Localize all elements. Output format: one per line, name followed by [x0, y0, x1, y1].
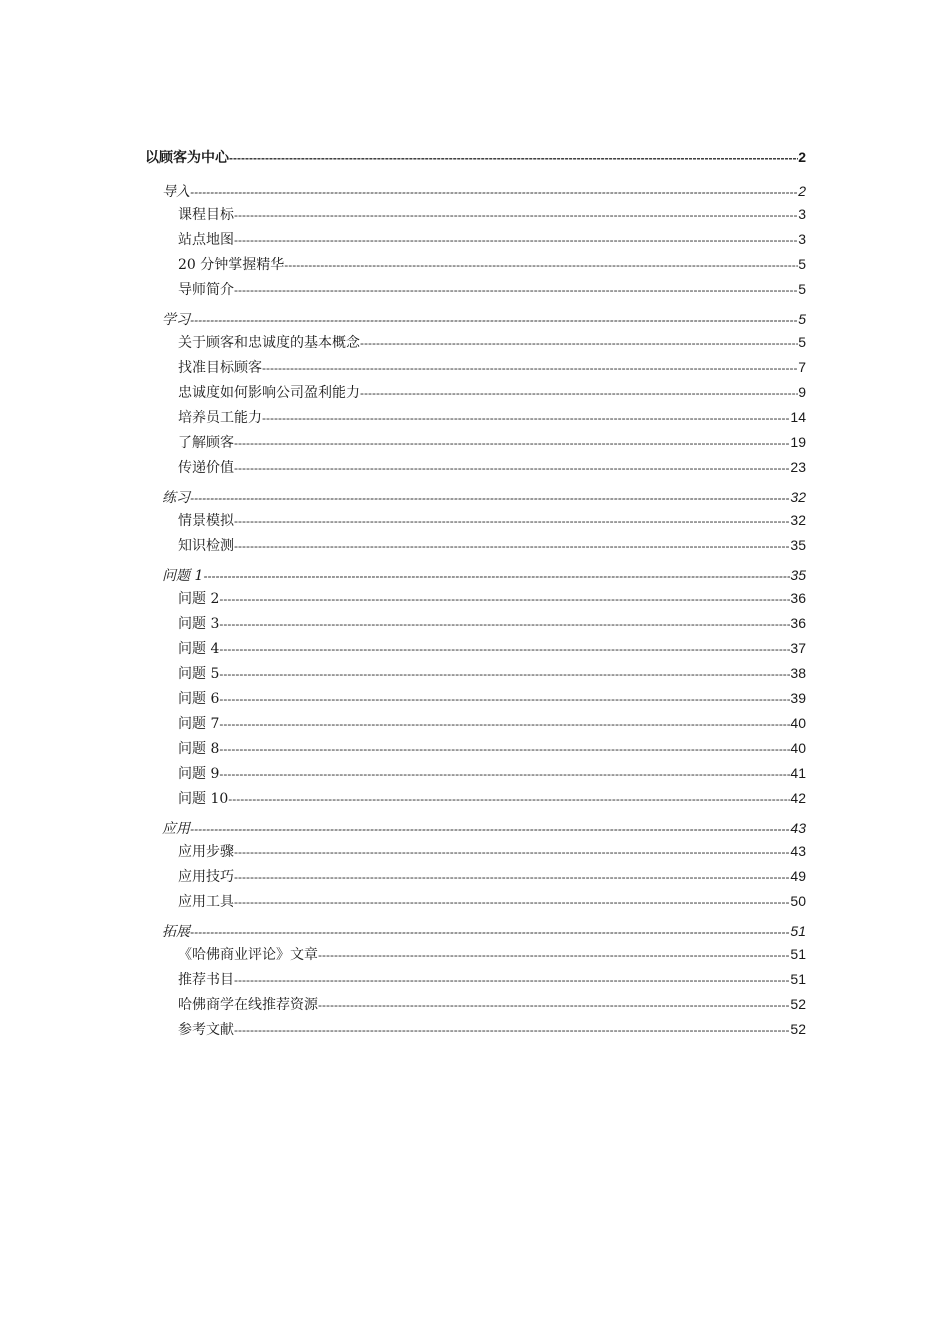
leader-dots [190, 487, 790, 508]
toc-item[interactable] [145, 586, 806, 611]
toc-item[interactable] [145, 202, 806, 227]
toc-title-entry[interactable] [145, 146, 806, 168]
entry-label: 拓展 [162, 924, 190, 940]
toc-item[interactable] [145, 533, 806, 558]
leader-dots [234, 278, 798, 302]
page-number: 41 [790, 765, 806, 781]
page-number: 32 [790, 489, 806, 505]
toc-item[interactable] [145, 942, 806, 967]
page-number: 52 [790, 1021, 806, 1037]
toc-section-heading[interactable] [145, 308, 806, 330]
leader-dots [284, 253, 798, 277]
leader-dots [234, 509, 790, 533]
toc-item[interactable] [145, 455, 806, 480]
leader-dots [229, 147, 798, 168]
entry-label: 站点地图 [178, 232, 234, 248]
toc-item[interactable] [145, 252, 806, 277]
entry-label: 应用步骤 [178, 844, 234, 860]
leader-dots [219, 687, 790, 711]
toc-section-heading[interactable] [145, 564, 806, 586]
leader-dots [234, 840, 790, 864]
entry-label: 问题 9 [178, 766, 220, 782]
leader-dots [318, 993, 790, 1017]
page-number: 14 [790, 409, 806, 425]
page-number: 49 [790, 868, 806, 884]
entry-label: 《哈佛商业评论》文章 [178, 947, 318, 963]
entry-label: 问题 2 [178, 591, 220, 607]
leader-dots [234, 203, 798, 227]
page-number: 5 [798, 281, 806, 297]
leader-dots [190, 921, 790, 942]
leader-dots [234, 228, 798, 252]
table-of-contents [145, 146, 806, 1042]
page-number: 3 [798, 206, 806, 222]
leader-dots [234, 968, 790, 992]
toc-item[interactable] [145, 508, 806, 533]
page-number: 5 [798, 311, 806, 327]
toc-item[interactable] [145, 992, 806, 1017]
entry-label: 知识检测 [178, 538, 234, 554]
leader-dots [219, 637, 790, 661]
leader-dots [219, 737, 790, 761]
page-number: 23 [790, 459, 806, 475]
entry-label: 关于顾客和忠诚度的基本概念 [178, 335, 360, 351]
page-number: 19 [790, 434, 806, 450]
page-number: 51 [790, 946, 806, 962]
toc-item[interactable] [145, 864, 806, 889]
toc-item[interactable] [145, 786, 806, 811]
entry-label: 学习 [162, 312, 190, 328]
leader-dots [360, 331, 798, 355]
toc-item[interactable] [145, 761, 806, 786]
entry-label: 情景模拟 [178, 513, 234, 529]
leader-dots [234, 865, 790, 889]
page-number: 5 [798, 256, 806, 272]
entry-label: 问题 5 [178, 666, 220, 682]
toc-item[interactable] [145, 661, 806, 686]
leader-dots [203, 565, 790, 586]
page-number: 32 [790, 512, 806, 528]
toc-section [145, 564, 806, 811]
leader-dots [190, 181, 798, 202]
page-number: 2 [798, 183, 806, 199]
page-number: 39 [790, 690, 806, 706]
leader-dots [219, 587, 790, 611]
entry-label: 练习 [162, 490, 190, 506]
leader-dots [219, 712, 790, 736]
entry-label: 导师简介 [178, 282, 234, 298]
toc-item[interactable] [145, 711, 806, 736]
toc-item[interactable] [145, 1017, 806, 1042]
entry-label: 了解顾客 [178, 435, 234, 451]
toc-section-heading[interactable] [145, 486, 806, 508]
page-number: 40 [790, 715, 806, 731]
entry-label: 导入 [162, 184, 190, 200]
toc-item[interactable] [145, 736, 806, 761]
page-number: 36 [790, 615, 806, 631]
toc-section [145, 308, 806, 480]
leader-dots [219, 762, 790, 786]
leader-dots [219, 612, 790, 636]
toc-item[interactable] [145, 967, 806, 992]
entry-label: 传递价值 [178, 460, 234, 476]
toc-item[interactable] [145, 430, 806, 455]
page-number: 51 [790, 923, 806, 939]
toc-section-heading[interactable] [145, 920, 806, 942]
leader-dots [360, 381, 798, 405]
toc-title: 以顾客为中心 [145, 150, 229, 166]
page-number: 5 [798, 334, 806, 350]
toc-item[interactable] [145, 405, 806, 430]
toc-section-heading[interactable] [145, 180, 806, 202]
entry-label: 培养员工能力 [178, 410, 262, 426]
leader-dots [234, 456, 790, 480]
toc-item[interactable] [145, 330, 806, 355]
toc-item[interactable] [145, 355, 806, 380]
page-number: 43 [790, 820, 806, 836]
page-number: 50 [790, 893, 806, 909]
entry-label: 应用 [162, 821, 190, 837]
toc-item[interactable] [145, 686, 806, 711]
page-number: 40 [790, 740, 806, 756]
toc-section-heading[interactable] [145, 817, 806, 839]
page-number: 42 [790, 790, 806, 806]
leader-dots [262, 356, 798, 380]
entry-label: 问题 7 [178, 716, 220, 732]
leader-dots [190, 818, 790, 839]
page-number: 36 [790, 590, 806, 606]
entry-label: 问题 3 [178, 616, 220, 632]
leader-dots [228, 787, 790, 811]
page-number: 7 [798, 359, 806, 375]
toc-item[interactable] [145, 611, 806, 636]
page-number: 35 [790, 537, 806, 553]
entry-label: 问题 8 [178, 741, 220, 757]
leader-dots [234, 534, 790, 558]
leader-dots [262, 406, 790, 430]
leader-dots [234, 1018, 790, 1042]
page-number: 35 [790, 567, 806, 583]
toc-item[interactable] [145, 227, 806, 252]
toc-section [145, 817, 806, 914]
page-number: 3 [798, 231, 806, 247]
toc-section [145, 920, 806, 1042]
leader-dots [318, 943, 790, 967]
entry-label: 忠诚度如何影响公司盈利能力 [178, 385, 360, 401]
toc-sections [145, 180, 806, 1042]
page-number: 37 [790, 640, 806, 656]
page-number: 9 [798, 384, 806, 400]
entry-label: 推荐书目 [178, 972, 234, 988]
entry-label: 应用工具 [178, 894, 234, 910]
page-number: 43 [790, 843, 806, 859]
entry-label: 哈佛商学在线推荐资源 [178, 997, 318, 1013]
entry-label: 问题 6 [178, 691, 220, 707]
entry-label: 找准目标顾客 [178, 360, 262, 376]
toc-item[interactable] [145, 636, 806, 661]
entry-label: 课程目标 [178, 207, 234, 223]
toc-item[interactable] [145, 839, 806, 864]
entry-label: 问题 4 [178, 641, 220, 657]
leader-dots [234, 890, 790, 914]
leader-dots [190, 309, 798, 330]
entry-label: 问题 10 [178, 791, 229, 807]
page-number: 51 [790, 971, 806, 987]
toc-item[interactable] [145, 277, 806, 302]
toc-item[interactable] [145, 889, 806, 914]
toc-item[interactable] [145, 380, 806, 405]
page-number: 52 [790, 996, 806, 1012]
entry-label: 问题 1 [162, 568, 204, 584]
leader-dots [219, 662, 790, 686]
toc-section [145, 486, 806, 558]
page-number: 2 [798, 149, 806, 165]
leader-dots [234, 431, 790, 455]
entry-label: 参考文献 [178, 1022, 234, 1038]
entry-label: 应用技巧 [178, 869, 234, 885]
page-number: 38 [790, 665, 806, 681]
toc-section [145, 180, 806, 302]
entry-label: 20 分钟掌握精华 [178, 257, 285, 273]
